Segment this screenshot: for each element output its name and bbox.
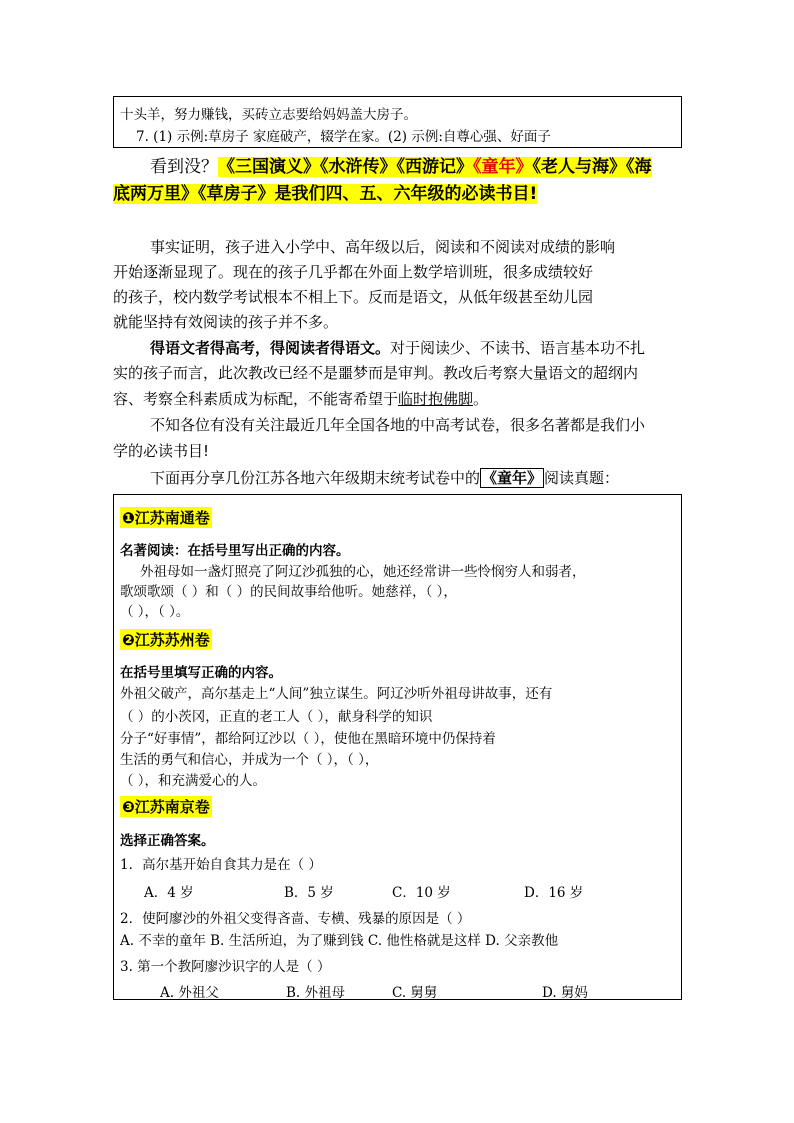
para3-line-1: 不知各位有没有关注最近几年全国各地的中高考试卷，很多名著都是我们小 — [150, 416, 646, 434]
q1-option-a: A．4 岁 — [144, 885, 194, 901]
answer-box — [113, 96, 682, 148]
q1-option-d: D．16 岁 — [524, 885, 584, 901]
section2-line-2: （ ）的小茨冈，正直的老工人（ ），献身科学的知识 — [120, 709, 433, 725]
para4-line: 下面再分享几份江苏各地六年级期末统考试卷中的 《童年》 阅读真题： — [150, 469, 620, 487]
q3-option-d: D. 舅妈 — [542, 985, 588, 1001]
exam-box — [113, 494, 682, 1000]
answer-line-1: 十头羊，努力赚钱，买砖立志要给妈妈盖大房子。 — [120, 107, 417, 123]
intro-book-red: 《童年》 — [473, 157, 533, 177]
section-title-nantong: ❶江苏南通卷 — [122, 509, 210, 527]
section1-heading: 名著阅读：在括号里写出正确的内容。 — [120, 543, 350, 559]
para3-line-2: 学的必读书目! — [113, 442, 210, 460]
intro-books-line2: 底两万里》《草房子》是我们四、五、六年级的必读书目! — [113, 184, 538, 204]
intro-prefix: 看到没？ — [150, 157, 218, 177]
section2-line-3: 分子“好事情”，都给阿辽沙以（ ），使他在黑暗环境中仍保持着 — [120, 731, 496, 747]
q1-option-b: B．5 岁 — [284, 885, 334, 901]
section-title-suzhou: ❷江苏苏州卷 — [122, 631, 210, 649]
para2-bold: 得语文者得高考，得阅读者得语文。 — [150, 339, 391, 357]
para1-line-4: 就能坚持有效阅读的孩子并不多。 — [113, 313, 339, 331]
q3-option-c: C. 舅舅 — [392, 985, 438, 1001]
para2-line-3: 容、考察全科素质成为标配，不能寄希望于临时抱佛脚。 — [113, 390, 489, 408]
intro-line-2 — [113, 179, 537, 204]
intro-books: 《三国演义》《水浒传》《西游记》《童年》《老人与海》《海 — [218, 157, 652, 177]
section2-line-4: 生活的勇气和信心，并成为一个（ ），（ ）， — [120, 752, 379, 768]
q3-option-b: B. 外祖母 — [286, 985, 346, 1001]
section2-heading: 在括号里填写正确的内容。 — [120, 665, 282, 681]
answer-line-2: 7. (1) 示例:草房子 家庭破产，辍学在家。(2) 示例:自尊心强、好面子 — [136, 129, 551, 145]
para2-line-2: 实的孩子而言，此次教改已经不是噩梦而是审判。教改后考察大量语文的超纲内 — [113, 364, 639, 382]
para2-underline: 临时抱佛脚 — [398, 390, 474, 408]
para2-line-1: 得语文者得高考，得阅读者得语文。对于阅读少、不读书、语言基本功不扎 — [150, 339, 646, 357]
question-2: 2．使阿廖沙的外祖父变得吝啬、专横、残暴的原因是（ ） — [120, 911, 471, 927]
intro-line-1 — [150, 152, 652, 177]
q1-option-c: C．10 岁 — [392, 885, 451, 901]
para1-line-2: 开始逐渐显现了。现在的孩子几乎都在外面上数学培训班，很多成绩较好 — [113, 263, 594, 281]
para1-line-1: 事实证明，孩子进入小学中、高年级以后，阅读和不阅读对成绩的影响 — [150, 238, 616, 256]
para1-line-3: 的孩子，校内数学考试根本不相上下。反而是语文，从低年级甚至幼儿园 — [113, 288, 594, 306]
section1-line-2: 歌颂歌颂（ ）和（ ）的民间故事给他听。她慈祥，（ ）， — [120, 584, 457, 600]
section2-line-5: （ ），和充满爱心的人。 — [120, 773, 267, 789]
question-1: 1．高尔基开始自食其力是在（ ） — [120, 857, 322, 873]
q2-options: A. 不幸的童年 B. 生活所迫，为了赚到钱 C. 他性格就是这样 D. 父亲教他 — [120, 933, 559, 949]
section1-line-3: （ ），（ ）。 — [120, 604, 190, 620]
section2-line-1: 外祖父破产，高尔基走上“人间”独立谋生。阿辽沙听外祖母讲故事，还有 — [120, 686, 553, 702]
boxed-book-title: 《童年》 — [482, 469, 543, 487]
section1-line-1: 外祖母如一盏灯照亮了阿辽沙孤独的心，她还经常讲一些怜悯穷人和弱者， — [140, 564, 586, 580]
section-title-nanjing: ❸江苏南京卷 — [122, 798, 210, 816]
q3-option-a: A. 外祖父 — [160, 985, 219, 1001]
section3-heading: 选择正确答案。 — [120, 833, 215, 849]
question-3: 3. 第一个教阿廖沙识字的人是（ ） — [120, 959, 331, 975]
